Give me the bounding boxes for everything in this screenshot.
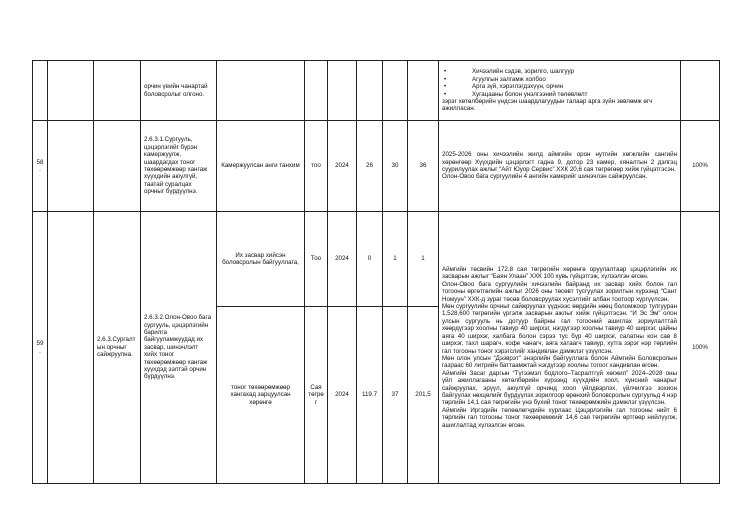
report-paragraph: Олон-Овоо бага сургуулийн хичээлийн байранд их засвар хийх болон гал тогооны өргөтгөлийн ажлыг 2026 оны төсөвт тусгуулах зорилтын хүрээнд “Сант Номуун” ХХК-д зураг төсөв боловсруулах хүсэлтийг албан тоотоор хүргүүлсэн.	[442, 280, 677, 303]
cell-empty	[328, 61, 357, 121]
report-paragraph: 2025-2026 оны хичээлийн жилд аймгийн орон нутгийн хөгжлийн сангийн хөрөнгөөр Хүүхдийн цэцэрлэгт гадна 9, дотор 23 камер, хяналтын 2 дэлгэц суурилуулах ажлыг “Айт Юуор Сервис” ХХК 20,6 сая төгрөгөөр хийж гүйцэтгэсэн.	[442, 151, 677, 173]
actual-cell: 36	[408, 121, 439, 212]
activity-cell: орчин үеийн чанартай боловсролыг олгоно.	[141, 61, 217, 121]
base-year-cell: 2024	[328, 121, 357, 212]
report-paragraph: Мөн сургуулийн орчныг сайжруулах үүднээс өөрдийн нөөц боломжоор тулгууран 1,528,600 төгрөгийн үргэлж засварын ажлыг хийж гүйцэтгэсэн. “И Эс Эм” олон улсын сургууль нь дотуур байрны гал тогооний ашиглах зориулалттай хөөрдүгээр хоолны тавиур 40 ширхэг, нэгдүгээр хоолны тавиур 40 ширхэг, цайны аяга 40 ширхэг, халбага болон сэрээ тус бүр 40 ширхэг, салатны кон сав 8 ширхэг, тахл шарагч, кофе чанагч, аяга хатаагч тавиур, хутга зэрэг нэр төрлийн гал тогооны тоног хэрэгслийг хандивлан дэмжлэг үзүүлсэн.	[442, 303, 677, 355]
cell-empty	[48, 121, 94, 212]
cell-empty	[48, 61, 94, 121]
row-number: 59.	[33, 212, 48, 484]
report-cell	[439, 212, 681, 484]
cell-empty	[94, 61, 141, 121]
goal-cell: 2.6.3.Сургалтын орчныг сайжруулна.	[94, 212, 141, 484]
report-paragraph: Аймгийн Засаг даргын “Түгээмэл бодлого–Тасралтгүй хөгжил” 2024–2028 оны үйл ажиллагааны хөтөлбөрийн хүрээнд хүүхдийн хоол, хүнсний чанарыг сайжруулах, эрүүл, аюулгүй орчинд хоол үйлдвэрлэх, үйлчилгээ зохион байгуулах нөхцөлийг бүрдүүлэх зорилгоор өрөнхий боловсролын сургуульд 4 нэр төрлийн 14,1 сая төгрөгийн үнэ бүхий тоног төхөөрөмжийн дэмжлэг үзүүлсэн.	[442, 369, 677, 407]
target-cell: 1	[383, 212, 408, 307]
cell-empty	[48, 212, 94, 484]
report-paragraph: Мөн олон улсын “Дээврэт” энэрлийн байгууллага болон Аймгийн Боловсролын газраас 60 литрийн баттаамжтай нэгдүгээр хоолны тогоог хандивлан өгсөн.	[442, 354, 677, 370]
indicator-cell: тоног төхөөрөмжөөр хангахад зарцуулсан хөрөнгө	[217, 307, 305, 484]
cell-empty	[217, 61, 305, 121]
target-cell: 30	[383, 121, 408, 212]
cell-empty	[383, 61, 408, 121]
percent-cell: 100%	[681, 121, 720, 212]
table-row-58	[33, 121, 720, 212]
unit-cell: тоо	[305, 121, 328, 212]
cell-empty	[33, 61, 48, 121]
cell-empty	[94, 121, 141, 212]
actual-cell: 201,5	[408, 307, 439, 484]
table-row-59	[33, 212, 720, 307]
report-paragraph: Аймгийн төсвийн 172.8 сая төгрөгийн хөрөнгө оруулалтаар цэцэрлэгийн их засварын ажлыг “Баян Улаан” ХХК 100 хувь гүйцэтгэж, хүлээлгэн өгсөн.	[442, 266, 677, 281]
actual-cell: 1	[408, 212, 439, 307]
table-row-continuation	[33, 61, 720, 121]
row-number: 58.	[33, 121, 48, 212]
baseline-cell: 119.7	[357, 307, 383, 484]
base-year-cell: 2024	[328, 307, 357, 484]
baseline-cell: 26	[357, 121, 383, 212]
report-paragraph: Аймгийн Иргэдийн төлөөлөгчдийн хурлаас Цэцэрлэгийн гал тогооны нийт 6 төрлийн гал тогооны тоног төхөөрөмжийг 14,6 сая төгрөгийн өртгөөр нийлүүлж, ашиглалтад хүлээлгэн өгсөн.	[442, 406, 677, 429]
cell-empty	[681, 61, 720, 121]
report-paragraph: Олон-Овоо бага сургуулийн 4 ангийн камерийг шинэчлэн сайжруулсан.	[442, 173, 648, 181]
list-item: • Хугацааны болон унэлгээний төлөвлөлт	[442, 91, 677, 98]
target-cell: 37	[383, 307, 408, 484]
base-year-cell: 2024	[328, 212, 357, 307]
unit-cell: Сая төгрөг	[305, 307, 328, 484]
bullet-list	[442, 68, 677, 98]
report-cell	[439, 121, 681, 212]
cell-empty	[357, 61, 383, 121]
list-item: • Арга зүй, хэрэглэгдэхүүн, орчин	[442, 83, 677, 90]
indicator-cell: Их засвар хийсэн боловсролын байгууллага,	[217, 212, 305, 307]
report-cell	[439, 61, 681, 121]
indicator-cell: Камержуулсан анги танхим	[217, 121, 305, 212]
percent-cell: 100%	[681, 212, 720, 484]
list-item: • Агуулгын залгамж холбоо	[442, 76, 677, 83]
cell-empty	[408, 61, 439, 121]
implementation-report-table	[32, 60, 720, 484]
activity-cell: 2.6.3.1.Сургууль, цэцэрлэгийг бүрэн камержуулж, шаардагдах тоног төхөөрөмжөөр хангаж хүүхдийн аюулгүй, таатай суралцах орчныг бүрдүүлнэ.	[141, 121, 217, 212]
activity-cell: 2.6.3.2.Олон-Овоо бага сургууль, цэцэрлэгийн барилга байгууламжуудад их засвар, шинэчлэлт хийх тоног төхөөрөмжөөр хангаж хүүхдэд ээлтэй орчин бүрдүүлнэ.	[141, 212, 217, 484]
report-note: зэрэг хөтөлбөрийн үндсэн шаардлагуудын талаар арга зүйн зөвлөмж өгч ажилласан.	[442, 97, 653, 113]
cell-empty	[305, 61, 328, 121]
unit-cell: Тоо	[305, 212, 328, 307]
list-item: • Хичээлийн сэдэв, зорилго, шалгуур	[442, 68, 677, 75]
baseline-cell: 0	[357, 212, 383, 307]
